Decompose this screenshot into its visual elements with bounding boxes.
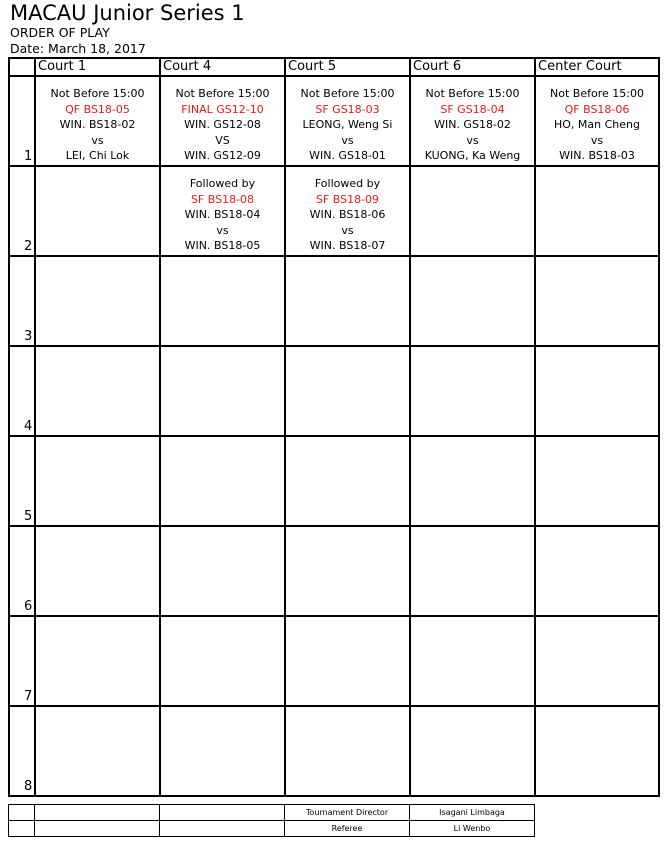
match-cell-court-1 xyxy=(35,706,160,796)
match-cell-court-6 xyxy=(410,256,535,346)
match-label: QF BS18-05 xyxy=(65,102,130,116)
versus-label: vs xyxy=(341,133,354,147)
match-cell-court-4 xyxy=(160,76,285,166)
match-cell-court-5 xyxy=(285,76,410,166)
player-one: WIN. BS18-04 xyxy=(184,208,261,221)
match-cell-center-court xyxy=(535,436,659,526)
match-cell-court-5 xyxy=(285,256,410,346)
time-slot-row xyxy=(9,526,659,616)
match-cell-court-1 xyxy=(35,256,160,346)
match-time: Not Before 15:00 xyxy=(550,87,644,100)
versus-label: vs xyxy=(91,133,104,147)
player-one: WIN. GS18-02 xyxy=(434,118,511,131)
match-cell-court-6 xyxy=(410,166,535,256)
match-cell-court-5 xyxy=(285,616,410,706)
player-one: HO, Man Cheng xyxy=(554,118,640,131)
match-label: SF GS18-03 xyxy=(315,102,380,116)
slot-number-cell xyxy=(9,616,35,706)
versus-label: vs xyxy=(590,133,604,147)
match-cell-court-6 xyxy=(410,706,535,796)
player-two: WIN. BS18-05 xyxy=(184,239,261,252)
match-cell-court-6 xyxy=(410,346,535,436)
officials-table xyxy=(8,804,535,837)
slot-number-cell xyxy=(9,706,35,796)
match-cell-court-1 xyxy=(35,346,160,436)
match-time: Not Before 15:00 xyxy=(50,87,145,100)
slot-number-cell xyxy=(9,256,35,346)
match-cell-court-5 xyxy=(285,706,410,796)
slot-number: 1 xyxy=(24,149,33,164)
header-corner xyxy=(9,58,35,76)
slot-number: 2 xyxy=(24,239,33,254)
match-time: Not Before 15:00 xyxy=(300,87,395,100)
slot-number-cell xyxy=(9,76,35,166)
match-cell-court-4 xyxy=(160,436,285,526)
court-header-court-6: Court 6 xyxy=(410,58,535,76)
match-time: Followed by xyxy=(189,177,256,190)
match-time: Followed by xyxy=(314,177,381,190)
official-blank-cell xyxy=(35,805,160,821)
slot-number: 5 xyxy=(24,509,33,524)
page-title: MACAU Junior Series 1 xyxy=(10,1,245,25)
match-time: Not Before 15:00 xyxy=(425,87,520,100)
versus-label: vs xyxy=(216,223,229,237)
match-cell-court-1 xyxy=(35,436,160,526)
page-subtitle: ORDER OF PLAY xyxy=(10,25,110,40)
match-cell-court-4 xyxy=(160,346,285,436)
match-cell-court-4 xyxy=(160,616,285,706)
official-blank-cell xyxy=(9,821,35,837)
match-cell-center-court xyxy=(535,166,659,256)
match-cell-center-court xyxy=(535,76,659,166)
match-cell-center-court xyxy=(535,346,659,436)
time-slot-row xyxy=(9,256,659,346)
player-one: WIN. GS12-08 xyxy=(184,118,261,131)
time-slot-row xyxy=(9,436,659,526)
match-cell-court-1 xyxy=(35,526,160,616)
order-of-play-grid xyxy=(8,57,660,797)
match-label: SF GS18-04 xyxy=(440,102,505,116)
slot-number: 8 xyxy=(24,779,33,794)
slot-number: 3 xyxy=(24,329,33,344)
match-cell-court-1 xyxy=(35,76,160,166)
player-two: WIN. GS18-01 xyxy=(309,149,386,162)
match-cell-court-6 xyxy=(410,436,535,526)
match-cell-court-5 xyxy=(285,436,410,526)
match-cell-court-5 xyxy=(285,346,410,436)
official-blank-cell xyxy=(9,805,35,821)
match-cell-center-court xyxy=(535,256,659,346)
versus-label: vs xyxy=(466,133,479,147)
player-one: LEONG, Weng Si xyxy=(302,118,393,131)
player-two: WIN. BS18-03 xyxy=(559,149,635,162)
official-blank-cell xyxy=(160,821,285,837)
court-header-court-4: Court 4 xyxy=(160,58,285,76)
slot-number-cell xyxy=(9,436,35,526)
time-slot-row xyxy=(9,166,659,256)
match-time: Not Before 15:00 xyxy=(175,87,270,100)
official-role: Referee xyxy=(285,821,410,837)
official-blank-cell xyxy=(35,821,160,837)
match-label: FINAL GS12-10 xyxy=(181,102,264,116)
official-name: Isagani Limbaga xyxy=(410,805,535,821)
versus-label: vs xyxy=(341,223,354,237)
player-two: KUONG, Ka Weng xyxy=(424,149,521,162)
player-two: WIN. GS12-09 xyxy=(184,149,261,162)
court-header-row xyxy=(9,58,659,76)
player-one: WIN. BS18-02 xyxy=(59,118,136,131)
page-date: Date: March 18, 2017 xyxy=(10,41,146,56)
slot-number-cell xyxy=(9,526,35,616)
match-cell-court-4 xyxy=(160,166,285,256)
versus-label: VS xyxy=(215,133,230,147)
court-header-court-1: Court 1 xyxy=(35,58,160,76)
time-slot-row xyxy=(9,616,659,706)
official-row xyxy=(9,821,535,837)
slot-number-cell xyxy=(9,346,35,436)
time-slot-row xyxy=(9,346,659,436)
match-cell-center-court xyxy=(535,706,659,796)
time-slot-row xyxy=(9,76,659,166)
match-label: QF BS18-06 xyxy=(564,102,630,116)
match-cell-court-6 xyxy=(410,526,535,616)
match-cell-court-5 xyxy=(285,166,410,256)
official-name: Li Wenbo xyxy=(410,821,535,837)
match-cell-court-4 xyxy=(160,256,285,346)
match-cell-court-6 xyxy=(410,76,535,166)
match-cell-center-court xyxy=(535,616,659,706)
match-cell-center-court xyxy=(535,526,659,616)
match-label: SF BS18-09 xyxy=(315,192,380,206)
player-one: WIN. BS18-06 xyxy=(309,208,386,221)
official-row xyxy=(9,805,535,821)
slot-number: 4 xyxy=(24,419,33,434)
match-label: SF BS18-08 xyxy=(190,192,255,206)
match-cell-court-4 xyxy=(160,706,285,796)
match-cell-court-1 xyxy=(35,166,160,256)
time-slot-row xyxy=(9,706,659,796)
official-role: Tournament Director xyxy=(285,805,410,821)
match-cell-court-1 xyxy=(35,616,160,706)
official-blank-cell xyxy=(160,805,285,821)
player-two: LEI, Chi Lok xyxy=(65,149,130,162)
match-cell-court-5 xyxy=(285,526,410,616)
player-two: WIN. BS18-07 xyxy=(309,239,386,252)
slot-number-cell xyxy=(9,166,35,256)
match-cell-court-6 xyxy=(410,616,535,706)
slot-number: 6 xyxy=(24,599,33,614)
court-header-center-court: Center Court xyxy=(535,58,659,76)
match-cell-court-4 xyxy=(160,526,285,616)
slot-number: 7 xyxy=(24,689,33,704)
court-header-court-5: Court 5 xyxy=(285,58,410,76)
